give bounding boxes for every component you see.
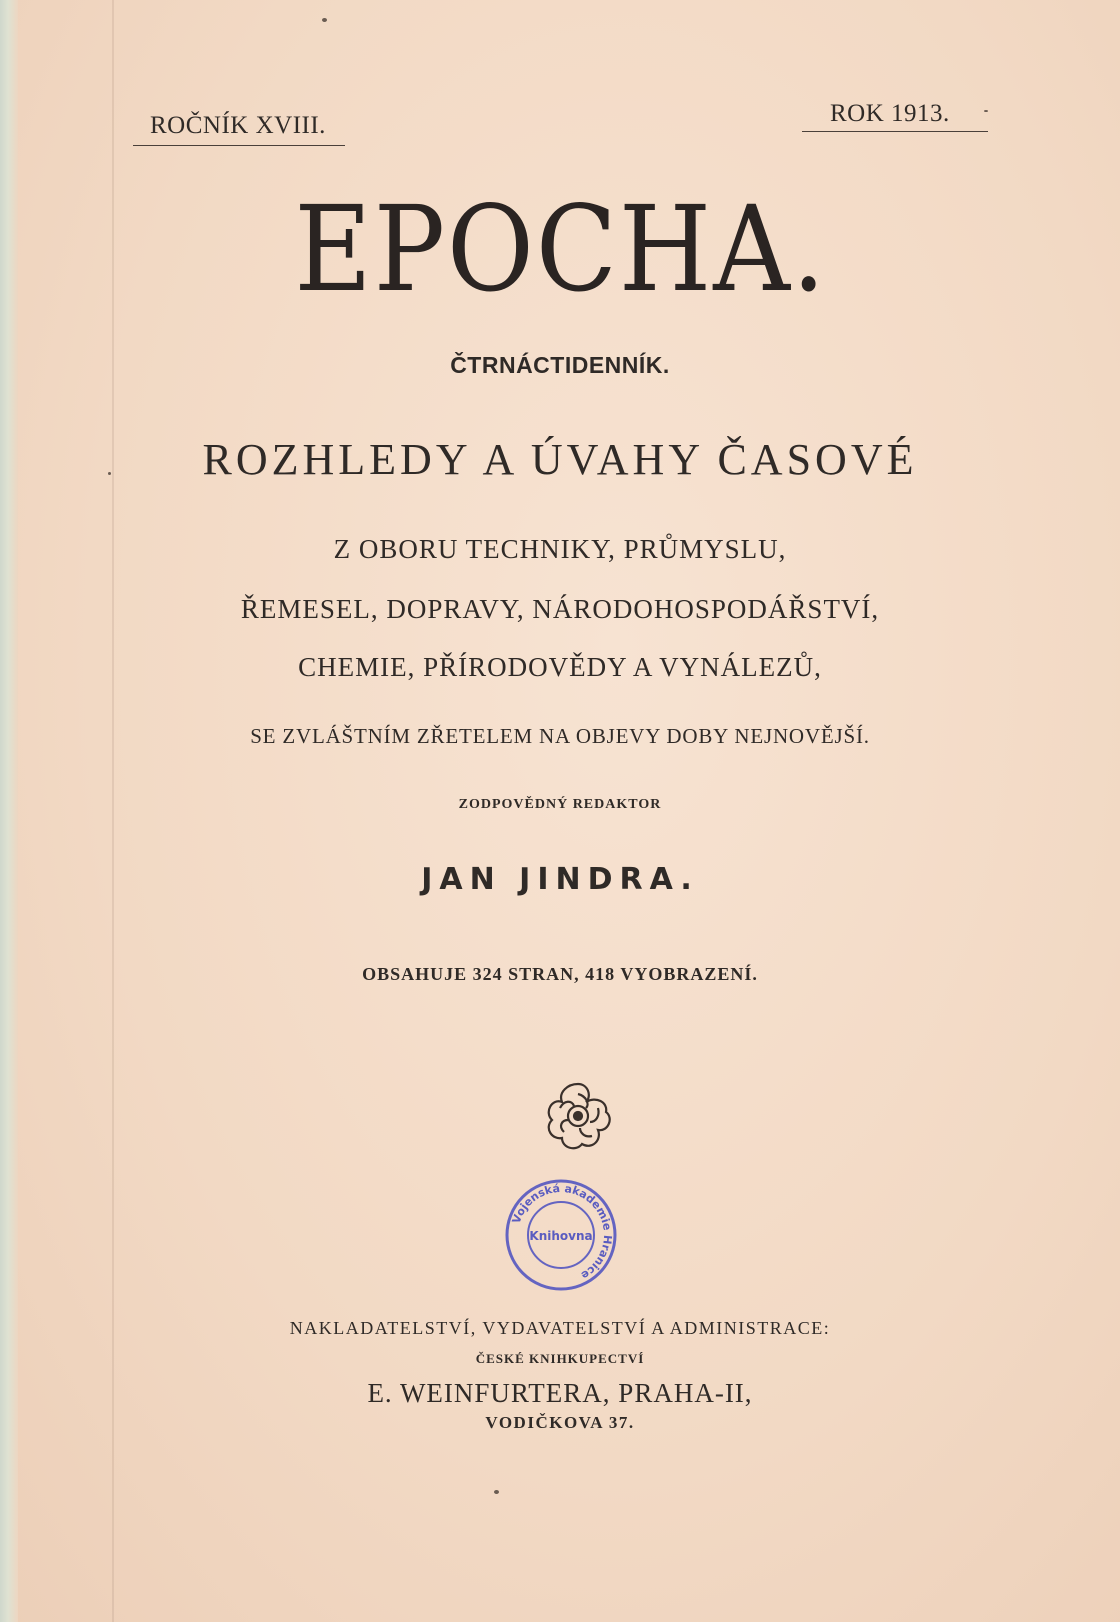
volume-underline	[133, 145, 345, 146]
paper-speck	[984, 110, 988, 112]
paper-speck	[108, 472, 111, 475]
library-stamp	[502, 1176, 620, 1294]
journal-title: EPOCHA.	[294, 180, 828, 318]
topics-line: Z OBORU TECHNIKY, PRŮMYSLU,	[333, 534, 787, 564]
stamp-center-text: Knihovna	[529, 1229, 593, 1243]
focus-statement: SE ZVLÁŠTNÍM ZŘETELEM NA OBJEVY DOBY NEJNOVĚJŠÍ.	[250, 724, 870, 748]
publisher-firm: E. WEINFURTERA, PRAHA-II,	[367, 1378, 753, 1408]
stamp-ring-text: Vojenská akademie Hranice	[509, 1181, 615, 1283]
volume-number: ROČNÍK XVIII.	[150, 112, 326, 139]
publisher-address: VODIČKOVA 37.	[485, 1413, 635, 1432]
paper-speck	[494, 1490, 499, 1494]
topics-line: CHEMIE, PŘÍRODOVĚDY A VYNÁLEZŮ,	[298, 652, 822, 682]
journal-subtitle: ROZHLEDY A ÚVAHY ČASOVÉ	[202, 435, 918, 484]
topics-line: ŘEMESEL, DOPRAVY, NÁRODOHOSPODÁŘSTVÍ,	[240, 594, 880, 624]
bookshop-name: ČESKÉ KNIHKUPECTVÍ	[475, 1351, 645, 1366]
publication-frequency: ČTRNÁCTIDENNÍK.	[450, 352, 670, 378]
editor-label: ZODPOVĚDNÝ REDAKTOR	[458, 797, 662, 812]
paper-speck	[322, 18, 327, 22]
contents-summary: OBSAHUJE 324 STRAN, 418 VYOBRAZENÍ.	[362, 964, 758, 984]
year-underline	[802, 131, 988, 132]
editor-name: JAN JINDRA.	[421, 862, 699, 897]
rose-ornament-icon	[540, 1078, 616, 1154]
publisher-line: NAKLADATELSTVÍ, VYDAVATELSTVÍ A ADMINISTRACE:	[289, 1318, 831, 1338]
publication-year: ROK 1913.	[830, 100, 950, 127]
